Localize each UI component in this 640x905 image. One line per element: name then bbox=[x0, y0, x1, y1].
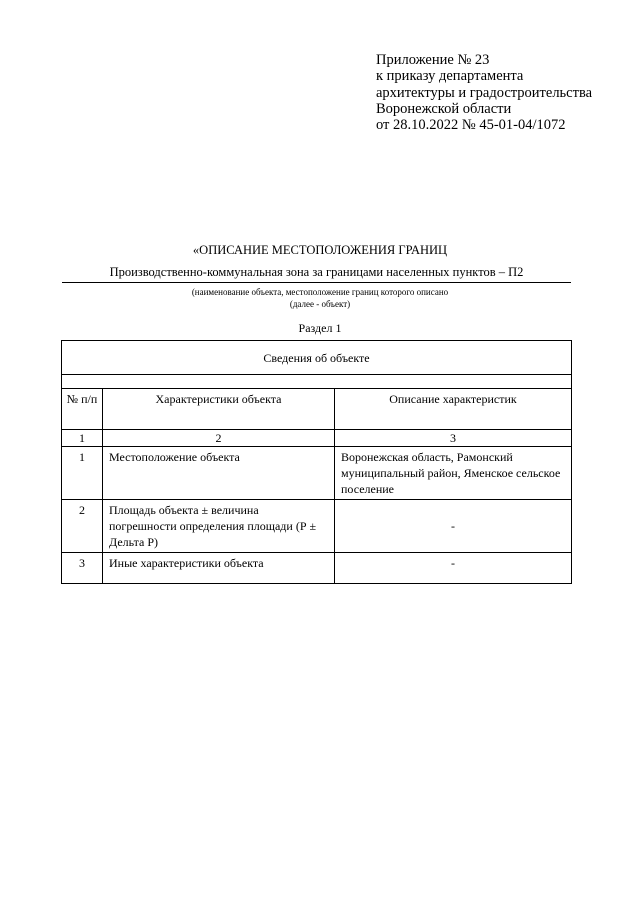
header-description: Описание характеристик bbox=[335, 389, 572, 430]
appendix-line: Воронежской области bbox=[376, 100, 512, 117]
section-title: Раздел 1 bbox=[298, 321, 342, 335]
table-caption: Сведения об объекте bbox=[62, 341, 572, 375]
column-number: 2 bbox=[103, 430, 335, 447]
appendix-line: от 28.10.2022 № 45-01-04/1072 bbox=[376, 117, 566, 134]
object-name-note bbox=[0, 286, 640, 310]
row-num: 2 bbox=[62, 500, 103, 553]
table-row bbox=[62, 553, 572, 584]
row-description: - bbox=[335, 500, 572, 553]
row-characteristic: Площадь объекта ± величина погрешности определения площади (Р ± Дельта Р) bbox=[103, 500, 335, 553]
table-header-row bbox=[62, 389, 572, 430]
table-caption-row bbox=[62, 341, 572, 375]
table-spacer-row bbox=[62, 375, 572, 389]
header-num: № п/п bbox=[62, 389, 103, 430]
table-row bbox=[62, 447, 572, 500]
object-name: Производственно-коммунальная зона за границами населенных пунктов – П2 bbox=[62, 265, 571, 283]
document-title: «ОПИСАНИЕ МЕСТОПОЛОЖЕНИЯ ГРАНИЦ bbox=[192, 243, 448, 257]
appendix-header bbox=[376, 52, 592, 133]
row-characteristic: Местоположение объекта bbox=[103, 447, 335, 500]
column-number: 3 bbox=[335, 430, 572, 447]
row-description: - bbox=[335, 553, 572, 584]
object-info-table bbox=[61, 340, 572, 584]
appendix-line: архитектуры и градостроительства bbox=[376, 84, 593, 101]
table-row bbox=[62, 500, 572, 553]
appendix-line: к приказу департамента bbox=[376, 68, 524, 85]
row-num: 1 bbox=[62, 447, 103, 500]
column-number-row bbox=[62, 430, 572, 447]
header-characteristic: Характеристики объекта bbox=[103, 389, 335, 430]
note-line: (наименование объекта, местоположение границ которого описано bbox=[191, 287, 449, 297]
appendix-line: Приложение № 23 bbox=[376, 52, 490, 68]
row-num: 3 bbox=[62, 553, 103, 584]
column-number: 1 bbox=[62, 430, 103, 447]
row-description: Воронежская область, Рамонский муниципальный район, Яменское сельское поселение bbox=[335, 447, 572, 500]
table-spacer-cell bbox=[62, 375, 572, 389]
row-characteristic: Иные характеристики объекта bbox=[103, 553, 335, 584]
note-line: (далее - объект) bbox=[289, 299, 351, 309]
